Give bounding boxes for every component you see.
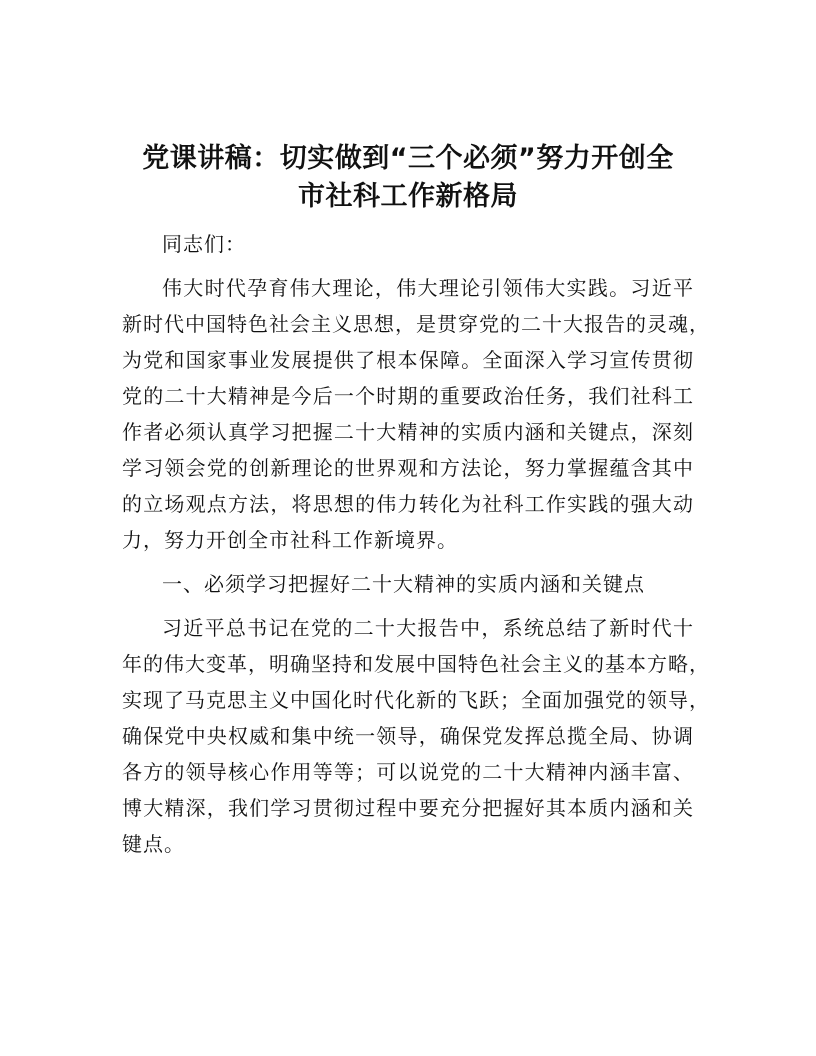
title-line: 市社科工作新格局 [298, 181, 518, 212]
paragraph-line: 学习领会党的创新理论的世界观和方法论，努力掌握蕴含其中 [122, 456, 694, 480]
paragraph-line: 键点。 [122, 832, 185, 856]
paragraph-line: 新时代中国特色社会主义思想，是贯穿党的二十大报告的灵魂， [122, 312, 710, 336]
paragraph-line: 确保党中央权威和集中统一领导，确保党发挥总揽全局、协调 [122, 724, 694, 748]
paragraph-line: 作者必须认真学习把握二十大精神的实质内涵和关键点，深刻 [122, 420, 694, 444]
document-title [120, 140, 696, 216]
document-body [122, 226, 710, 870]
paragraph-line: 党的二十大精神是今后一个时期的重要政治任务，我们社科工 [122, 384, 694, 408]
paragraph-line: 力，努力开创全市社科工作新境界。 [122, 528, 458, 552]
paragraph-line: 博大精深，我们学习贯彻过程中要充分把握好其本质内涵和关 [122, 796, 694, 820]
paragraph-line: 为党和国家事业发展提供了根本保障。全面深入学习宣传贯彻 [122, 348, 694, 372]
paragraph-line: 年的伟大变革，明确坚持和发展中国特色社会主义的基本方略， [122, 652, 710, 676]
paragraph-line: 伟大时代孕育伟大理论，伟大理论引领伟大实践。习近平 [162, 276, 694, 300]
greeting-text: 同志们： [162, 232, 246, 256]
greeting [122, 226, 694, 262]
paragraph-line: 各方的领导核心作用等等；可以说党的二十大精神内涵丰富、 [122, 760, 694, 784]
paragraph-line: 习近平总书记在党的二十大报告中，系统总结了新时代十 [162, 616, 694, 640]
paragraph-line: 的立场观点方法，将思想的伟力转化为社科工作实践的强大动 [122, 492, 694, 516]
paragraph-line: 实现了马克思主义中国化时代化新的飞跃；全面加强党的领导， [122, 688, 710, 712]
heading-text: 一、必须学习把握好二十大精神的实质内涵和关键点 [162, 572, 645, 596]
paragraph-2 [122, 610, 710, 862]
title-line: 党课讲稿：切实做到“三个必须”努力开创全 [142, 143, 674, 174]
section-heading-1 [122, 566, 694, 602]
paragraph-1 [122, 270, 710, 558]
